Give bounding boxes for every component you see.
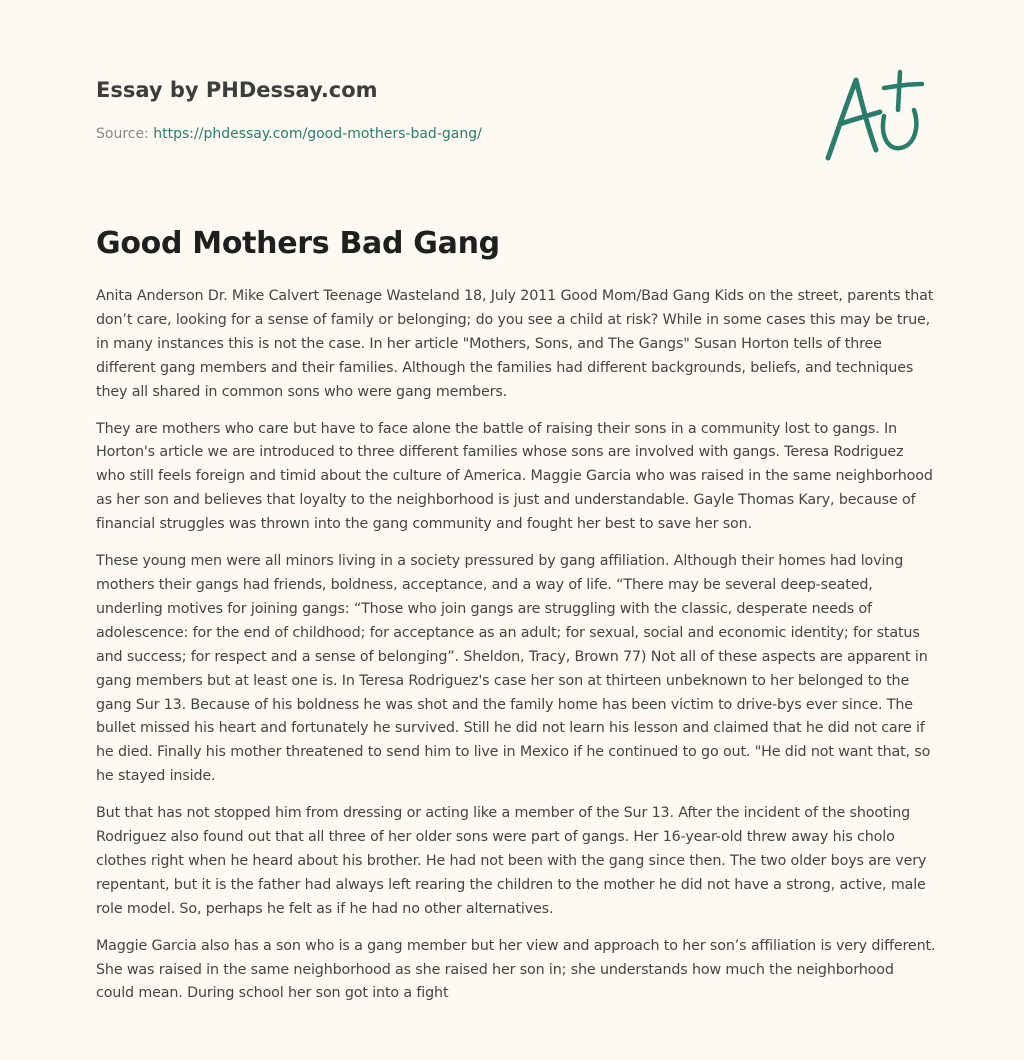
site-header	[96, 76, 796, 144]
source-line	[96, 124, 796, 144]
essay-body	[96, 285, 936, 1019]
source-label: Source:	[96, 126, 154, 142]
paragraph: But that has not stopped him from dressing or acting like a member of the Sur 13. After the incident of the shooting Rodriguez also found out that all three of her older sons were part of gangs. Her 16-year-old threw away his cholo clothes right when he heard about his brother. He had not been with the gang since then. The two older boys are very repentant, but it is the father had always left rearing the children to the mother he did not have a strong, active, male role model. So, perhaps he felt as if he had no other alternatives.	[96, 805, 927, 917]
a-plus-logo-icon	[818, 66, 930, 166]
document-title: Good Mothers Bad Gang	[96, 226, 500, 261]
paragraph: They are mothers who care but have to face alone the battle of raising their sons in a community lost to gangs. In Horton's article we are introduced to three different families whose sons are involved with gangs. Teresa Rodriguez who still feels foreign and timid about the culture of America. Maggie Garcia who was raised in the same neighborhood as her son and believes that loyalty to the neighborhood is just and understandable. Gayle Thomas Kary, because of financial struggles was thrown into the gang community and fought her best to save her son.	[96, 420, 933, 533]
paragraph: Maggie Garcia also has a son who is a gang member but her view and approach to her son’s affiliation is very different. She was raised in the same neighborhood as she raised her son in; she understands how much the neighborhood could mean. During school her son got into a fight	[96, 937, 936, 1002]
paragraph: Anita Anderson Dr. Mike Calvert Teenage Wasteland 18, July 2011 Good Mom/Bad Gang Kids on the street, parents that don’t care, looking for a sense of family or belonging; do you see a child at risk? While in some cases this may be true, in many instances this is not the case. In her article "Mothers, Sons, and The Gangs" Susan Horton tells of three different gang members and their families. Although the families had different backgrounds, beliefs, and techniques they all shared in common sons who were gang members.	[96, 288, 934, 400]
paragraph: These young men were all minors living in a society pressured by gang affiliation. Although their homes had loving mothers their gangs had friends, boldness, acceptance, and a way of life. “There may be several deep-seated, underling motives for joining gangs: “Those who join gangs are struggling with the classic, desperate needs of adolescence: for the end of childhood; for acceptance as an adult; for sexual, social and economic identity; for status and success; for respect and a sense of belonging”. Sheldon, Tracy, Brown 77) Not all of these aspects are apparent in gang members but at least one is. In Teresa Rodriguez's case her son at thirteen unbeknown to her belonged to the gang Sur 13. Because of his boldness he was shot and the family home has been victim to drive-bys ever since. The bullet missed his heart and fortunately he survived. Still he did not learn his lesson and claimed that he did not care if he died. Finally his mother threatened to send him to live in Mexico if he continued to go out. "He did not want that, so he stayed inside.	[96, 553, 931, 785]
site-title: Essay by PHDessay.com	[96, 78, 378, 102]
source-link[interactable]: https://phdessay.com/good-mothers-bad-gang/	[153, 126, 482, 142]
